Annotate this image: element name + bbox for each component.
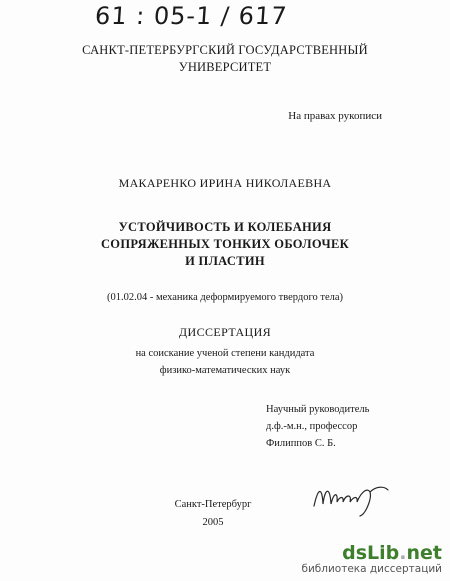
- title-line-1: УСТОЙЧИВОСТЬ И КОЛЕБАНИЯ: [118, 220, 332, 234]
- supervisor-credentials: д.ф.-м.н., профессор: [266, 421, 358, 432]
- title-line-3: И ПЛАСТИН: [185, 254, 265, 268]
- university-line-1: САНКТ-ПЕТЕРБУРГСКИЙ ГОСУДАРСТВЕННЫЙ: [82, 43, 368, 57]
- watermark-logo-main: dsLib: [342, 542, 400, 564]
- archive-number: 61 : 05-1 / 617: [94, 2, 289, 30]
- supervisor-name: Филиппов С. Б.: [266, 438, 336, 449]
- degree-line-2: физико-математических наук: [159, 365, 291, 376]
- watermark-logo-tld: net: [406, 542, 442, 564]
- watermark: [301, 543, 442, 575]
- year: 2005: [202, 517, 224, 528]
- watermark-logo: [301, 543, 442, 563]
- title-line-2: СОПРЯЖЕННЫХ ТОНКИХ ОБОЛОЧЕК: [100, 237, 350, 251]
- supervisor-block: [266, 401, 369, 452]
- university-line-2: УНИВЕРСИТЕТ: [178, 60, 272, 74]
- city: Санкт-Петербург: [174, 499, 252, 510]
- dissertation-title: [0, 219, 450, 270]
- document-type: ДИССЕРТАЦИЯ: [178, 325, 272, 339]
- degree-line-1: на соискание ученой степени кандидата: [135, 348, 315, 359]
- specialty-code: (01.02.04 - механика деформируемого твердого тела): [106, 292, 344, 303]
- watermark-caption: библиотека диссертаций: [301, 563, 442, 575]
- author-name: МАКАРЕНКО ИРИНА НИКОЛАЕВНА: [118, 176, 332, 190]
- handwritten-signature: [310, 478, 395, 518]
- degree-description: [0, 345, 450, 379]
- supervisor-label: Научный руководитель: [266, 404, 370, 415]
- university-name: [0, 42, 450, 76]
- watermark-logo-dot: .: [399, 542, 407, 564]
- rights-note: На правах рукописи: [288, 110, 382, 122]
